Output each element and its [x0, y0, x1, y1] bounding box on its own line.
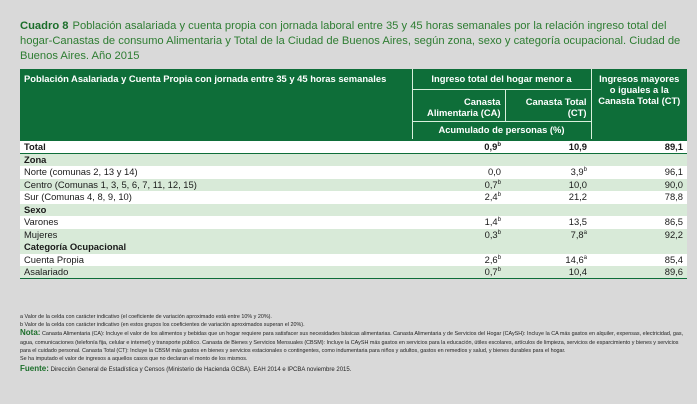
- footnote-mark: b: [497, 179, 501, 186]
- footnote-mark: b: [497, 229, 501, 236]
- cell-ct: 13,5: [568, 216, 587, 228]
- cell-mayor: 92,2: [664, 228, 683, 240]
- table-caption: Población asalariada y cuenta propia con jornada laboral entre 35 y 45 horas semanales por la relación ingreso total del hogar-Canastas de consumo Alimentaria y Total de la Ciudad de Buenos Aires, según zona, sexo y categoría ocupacional. Ciudad de Buenos Aires. Año 2015: [20, 20, 681, 62]
- col-header-mayores: Ingresos mayores o iguales a la Canasta Total (CT): [591, 69, 687, 140]
- cell-ct: 10,0: [568, 178, 587, 190]
- section-row: [20, 241, 687, 254]
- row-label: Varones: [24, 216, 59, 228]
- cell-ca: 2,4$^b$: [484, 191, 501, 203]
- footnote-mark: b: [497, 254, 501, 261]
- row-label: Centro (Comunas 1, 3, 5, 6, 7, 11, 12, 15): [24, 178, 197, 190]
- row-label: Sur (Comunas 4, 8, 9, 10): [24, 191, 132, 203]
- col-header-ct: Canasta Total (CT): [505, 89, 591, 121]
- cell-ct: 7,8$^a$: [570, 228, 587, 240]
- table-body: [20, 140, 687, 279]
- table-row: [20, 166, 687, 179]
- footnote-mark: b: [497, 266, 501, 273]
- nota-extra: Se ha imputado el valor de ingresos a aquellos casos que no declaran el monto de los mismos.: [20, 356, 248, 363]
- footnote-a: a Valor de la celda con carácter indicativo (el coeficiente de variación aproximado está entre 10% y 20%).: [20, 314, 272, 320]
- footnote-mark: a: [583, 229, 587, 236]
- cell-ca: 0,7$^b$: [484, 178, 501, 190]
- row-label: Asalariado: [20, 266, 412, 279]
- cell-ca: 0,0: [487, 166, 501, 178]
- cell-ct: 10,9: [505, 140, 591, 154]
- cell-ca: 2,6$^b$: [484, 253, 501, 265]
- row-label: Mujeres: [24, 228, 58, 240]
- total-row: [20, 140, 687, 154]
- table-row: [20, 254, 687, 267]
- cell-mayor: 86,5: [664, 216, 683, 228]
- section-row: [20, 154, 687, 167]
- table-number: Cuadro 8: [20, 20, 69, 32]
- cell-ct: 21,2: [568, 191, 587, 203]
- table-title: [20, 19, 688, 64]
- row-label: Total: [20, 140, 412, 154]
- footnote-b: b Valor de la celda con carácter indicativo (en estos grupos los coeficientes de variación aproximados superan el 20%).: [20, 322, 305, 329]
- data-table: [20, 69, 687, 279]
- cell-ca: 0,3$^b$: [484, 228, 501, 240]
- cell-mayor: 89,1: [591, 140, 687, 154]
- cell-ct: 10,4: [505, 266, 591, 279]
- cell-ca: 0,9$^b$: [412, 140, 505, 154]
- table-row: [20, 216, 687, 229]
- footnote-mark: b: [497, 217, 501, 224]
- row-label: Norte (comunas 2, 13 y 14): [24, 166, 138, 178]
- footnote-mark: b: [497, 192, 501, 199]
- group-header: Ingreso total del hogar menor a: [412, 69, 591, 89]
- row-label: Cuenta Propia: [24, 253, 84, 265]
- notes: [20, 313, 688, 374]
- section-label: Categoría Ocupacional: [24, 241, 127, 253]
- footnote-mark: b: [583, 167, 587, 174]
- section-row: [20, 204, 687, 217]
- table-row: [20, 266, 687, 279]
- cell-mayor: 90,0: [664, 178, 683, 190]
- nota: Nota: Canasta Alimentaria (CA): Incluye el valor de los alimentos y bebidas que un hogar requiere para satisfacer sus necesidades básicas alimentarias. Canasta Alimentaria y de Servicios del Hogar (CAySH): Incluye la CA más gastos en alquiler, expensas, electricidad, gas, agua, comunicaciones (telefonía fija, celular e internet) y transporte público. Canasta de Bienes y Servicios Mensuales (CBSM): Incluye la CAySH más gastos en servicios para la educación, útiles escolares, artículos de limpieza, servicios de esparcimiento y bienes y servicios para el cuidado personal. Canasta Total (CT): Incluye la CBSM más gastos en bienes y servicios estacionales o contingentes, como indumentaria para niños y adultos, gastos en remedios y salud, y bienes durables para el hogar.: [20, 328, 684, 354]
- cell-ct: 3,9$^b$: [570, 166, 587, 178]
- section-label: Zona: [24, 154, 47, 165]
- footnote-mark: a: [583, 254, 587, 261]
- acumulado-header: Acumulado de personas (%): [412, 121, 591, 140]
- footnote-mark: b: [497, 141, 501, 148]
- cell-mayor: 96,1: [664, 166, 683, 178]
- table-row: [20, 229, 687, 242]
- cell-ca: 0,7$^b$: [412, 266, 505, 279]
- fuente: Fuente: Dirección General de Estadística y Censos (Ministerio de Hacienda GCBA). EAH 2014 e IPCBA noviembre 2015.: [20, 364, 352, 374]
- cell-ct: 14,6$^a$: [565, 253, 587, 265]
- section-label: Sexo: [24, 203, 47, 215]
- table-row: [20, 191, 687, 204]
- cell-mayor: 89,6: [591, 266, 687, 279]
- cell-ca: 1,4$^b$: [484, 216, 501, 228]
- col-header-ca: Canasta Alimentaria (CA): [412, 89, 505, 121]
- table-row: [20, 179, 687, 192]
- row-header: Población Asalariada y Cuenta Propia con jornada entre 35 y 45 horas semanales: [24, 73, 387, 84]
- cell-mayor: 78,8: [664, 191, 683, 203]
- cell-mayor: 85,4: [664, 253, 683, 265]
